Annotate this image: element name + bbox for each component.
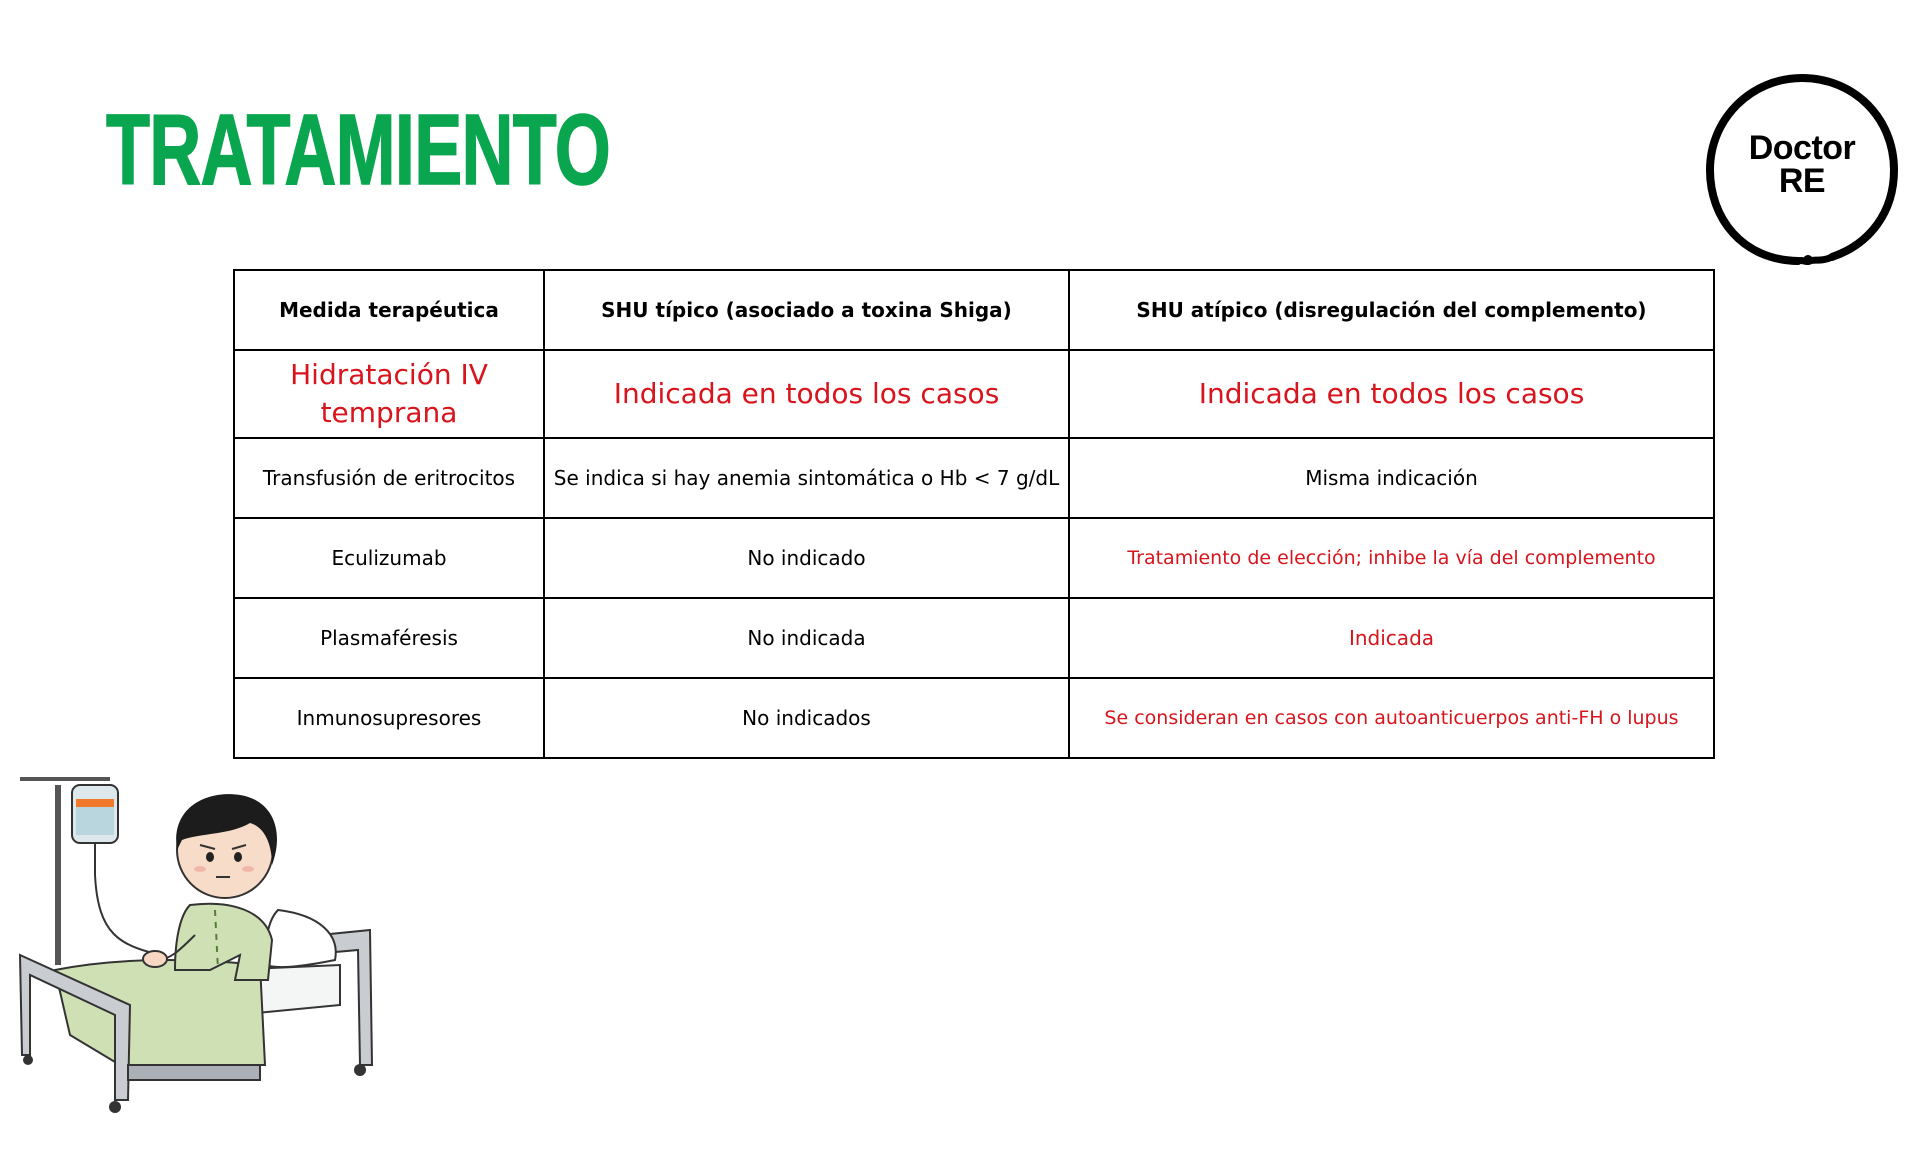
row-shu-atipico: Misma indicación bbox=[1069, 438, 1714, 518]
row-label: Transfusión de eritrocitos bbox=[234, 438, 544, 518]
table-row bbox=[234, 518, 1714, 598]
row-shu-tipico: No indicado bbox=[544, 518, 1069, 598]
row-label: Hidratación IV temprana bbox=[234, 350, 544, 438]
row-shu-atipico: Tratamiento de elección; inhibe la vía del complemento bbox=[1069, 518, 1714, 598]
row-label: Plasmaféresis bbox=[234, 598, 544, 678]
table-row bbox=[234, 350, 1714, 438]
row-shu-tipico: Indicada en todos los casos bbox=[544, 350, 1069, 438]
row-shu-atipico: Indicada en todos los casos bbox=[1069, 350, 1714, 438]
row-label: Inmunosupresores bbox=[234, 678, 544, 758]
header-shu-tipico: SHU típico (asociado a toxina Shiga) bbox=[544, 270, 1069, 350]
row-shu-tipico: Se indica si hay anemia sintomática o Hb < 7 g/dL bbox=[544, 438, 1069, 518]
header-medida: Medida terapéutica bbox=[234, 270, 544, 350]
table-row bbox=[234, 678, 1714, 758]
row-shu-atipico: Se consideran en casos con autoanticuerpos anti-FH o lupus bbox=[1069, 678, 1714, 758]
table-header-row bbox=[234, 270, 1714, 350]
page-title: TRATAMIENTO bbox=[106, 94, 611, 206]
row-shu-tipico: No indicados bbox=[544, 678, 1069, 758]
logo-line-2: RE bbox=[1778, 162, 1826, 200]
header-shu-atipico: SHU atípico (disregulación del complemento) bbox=[1069, 270, 1714, 350]
patient-in-bed-with-iv-icon bbox=[10, 765, 380, 1125]
row-shu-atipico: Indicada bbox=[1069, 598, 1714, 678]
row-shu-tipico: No indicada bbox=[544, 598, 1069, 678]
logo-line-1: Doctor bbox=[1748, 129, 1856, 167]
treatment-table bbox=[233, 269, 1715, 759]
row-label: Eculizumab bbox=[234, 518, 544, 598]
doctor-re-logo bbox=[1702, 70, 1902, 270]
table-row bbox=[234, 598, 1714, 678]
table-row bbox=[234, 438, 1714, 518]
